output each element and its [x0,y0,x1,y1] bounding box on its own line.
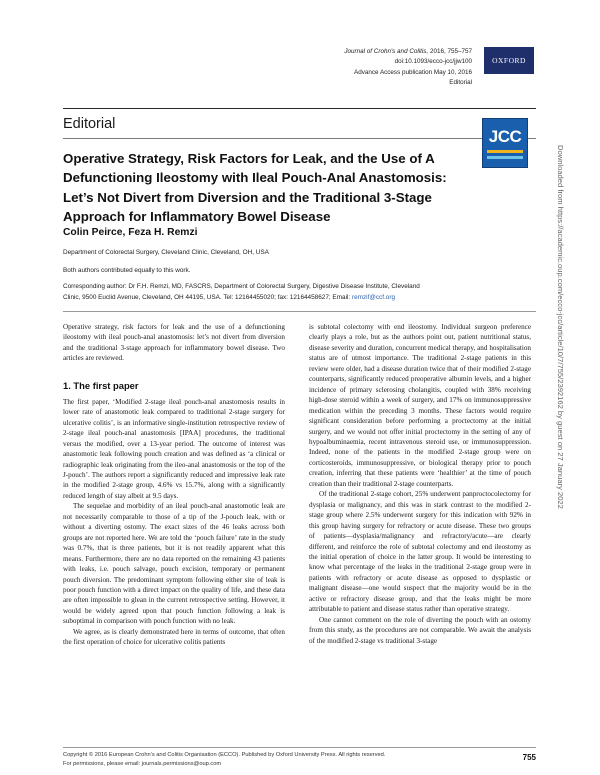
abstract: Operative strategy, risk factors for leak and the use of a defunctioning ileostomy with ileal pouch-anal anastomosis: let’s not divert from diversion and the traditional 3-stage approach for inflammatory bowel disease. Two articles are reviewed. [63,323,285,363]
article-title: Operative Strategy, Risk Factors for Leak, and the Use of A Defunctioning Ileostomy with Ileal Pouch-Anal Anastomosis: Let’s Not Divert from Diversion and the Traditional 3-Stage Approach for Inflammatory Bowel Disease [63,151,447,224]
contribution-note: Both authors contributed equally to this work. [63,267,191,274]
download-watermark: Downloaded from https://academic.oup.com/ecco-jcc/article/10/7/755/2392162 by guest on 27 January 2022 [556,145,565,509]
corresponding-author [63,282,523,303]
paragraph: The sequelae and morbidity of an ileal pouch-anal anastomotic leak are not necessarily comparable to those of a tip of the J-pouch leak, with or without a diverting ostomy. The exact sizes of the 46 leaks across both groups are not reported here. We are told the ‘pouch failure’ rate in the study was 0.7%, that is three patients, but it is not readily apparent what this means. Furthermore, there are no data reported on the remaining 43 patients with leaks, i.e. pouch salvage, pouch excision, temporary or permanent pouch diversion. The predominant symptom following either site of leak is poor pouch function with a direct impact on the quality of life, and these data are often impossible to glean in the current retrospective setting. However, it would be widely agreed upon that pouch function following a leak is suboptimal in comparison with pouch function with no leak. [63,502,285,626]
journal-citation [212,47,472,89]
paragraph: One cannot comment on the role of diverting the pouch with an ostomy from this study, as the procedures are not comparable. We await the analysis of the modified 2-stage vs traditional 3-stage [309,615,531,645]
left-column [63,322,285,648]
paragraph: We agree, as is clearly demonstrated here in terms of outcome, that often the first operation of choice for ulcerative colitis patients [63,627,285,647]
doi[interactable]: doi:10.1093/ecco-jcc/jjw100 [394,58,472,66]
permissions: For permissions, please email: journals.permissions@oup.com [63,761,222,768]
jcc-logo [482,118,528,168]
jcc-logo-text: JCC [488,127,522,146]
email-link[interactable]: remzif@ccf.org [351,293,396,301]
corresponding-line-1: Corresponding author: Dr F.H. Remzi, MD, FASCRS, Department of Colorectal Surgery, Digestive Disease Institute, Cleveland [63,283,420,290]
footer-rule [63,747,536,748]
page-number: 755 [522,753,536,762]
paragraph: Of the traditional 2-stage cohort, 25% underwent panproctocolectomy for dysplasia or malignancy, and this was in stark contrast to the modified 2-stage group where 2.5% underwent surgery for this indication with 92% in this group having surgery for refractory or acute disease. These two groups of patients—dysplasia/malignancy and refractory/acute—are clearly different, and reinforce the role of subtotal colectomy and end ileostomy as the initial operation of choice in the latter group. It would be interesting to know what percentage of the leaks in the traditional 2-stage group were in patients with refractory or acute disease as opposed to dysplastic or malignant disease—one would suspect that the majority would be in the active or refractory disease group, and that the leaks might be more attributable to patient and disease status rather than operative strategy. [309,490,531,614]
footer [63,751,385,770]
paragraph: The first paper, ‘Modified 2-stage ileal pouch-anal anastomosis results in lower rate of anastomotic leak compared to traditional 2-stage surgery for ulcerative colitis’, is an informative single-institution retrospective review of 2-stage ileal pouch-anal anastomosis [IPAA] procedures, the traditional versus the modified, over a 13-year period. The outcome of interest was anastomotic leak following pouch creation and was defined as ‘a clinical or radiographic leak originating from the ileo-anal anastomosis or the top of the J-pouch’. The authors report a significantly reduced and impressive leak rate in the modified 2-stage group, 4.6% vs 15.7%, along with a significantly reduced length of stay albeit at 9.5 days. [63,397,285,500]
section-label: Editorial [63,116,116,132]
oxford-logo: OXFORD [484,47,534,74]
copyright: Copyright © 2016 European Crohn’s and Colitis Organisation (ECCO). Published by Oxford University Press. All rights reserved. [63,752,386,758]
advance-access-date: Advance Access publication May 10, 2016 [354,68,472,76]
section-heading: 1. The first paper [63,379,139,391]
article-type: Editorial [449,79,472,87]
right-column [309,322,531,646]
paragraph: is subtotal colectomy with end ileostomy. Individual surgeon preference clearly plays a role, but as the authors point out, patient nutritional status, disease severity and duration, concurrent medical therapy, and hospitalisation status are of utmost importance. The traditional 2-stage patients in this review were older, had a disease duration twice that of their modified 2-stage counterparts, significantly reduced preoperative albumin levels, and a higher incidence of primary sclerosing cholangitis, coupled with 38% receiving high-dose steroid within a week of surgery, and 17% on immunosuppressive medication within the preceding 3 months. These factors would require significant consideration before performing a proctectomy at the initial surgery, and we would not offer initial proctectomy in the setting of any of hypoalbuminaemia, recent intravenous steroid use, or immunosuppression. Indeed, none of the patients in the modified 2-stage group were on corticosteroids, immunosuppressive, or biological therapy prior to pouch creation, inferring that these patients were ‘healthier’ at the time of pouch creation than their traditional 2-stage counterparts. [309,323,531,488]
journal-volume: 2016, 755–757 [428,48,472,55]
logo-stripe-blue [487,156,523,159]
abstract-rule [63,311,536,312]
journal-name: Journal of Crohn's and Colitis, [344,48,429,55]
authors: Colin Peirce, Feza H. Remzi [63,227,198,238]
header-rule [63,108,536,109]
affiliation: Department of Colorectal Surgery, Cleveland Clinic, Cleveland, OH, USA [63,249,269,256]
corresponding-line-2: Clinic, 9500 Euclid Avenue, Cleveland, OH 44195, USA. Tel: 12164455020; fax: 12164458627; Email: [63,293,352,301]
section-rule [63,138,536,139]
logo-stripe-yellow [487,150,523,153]
